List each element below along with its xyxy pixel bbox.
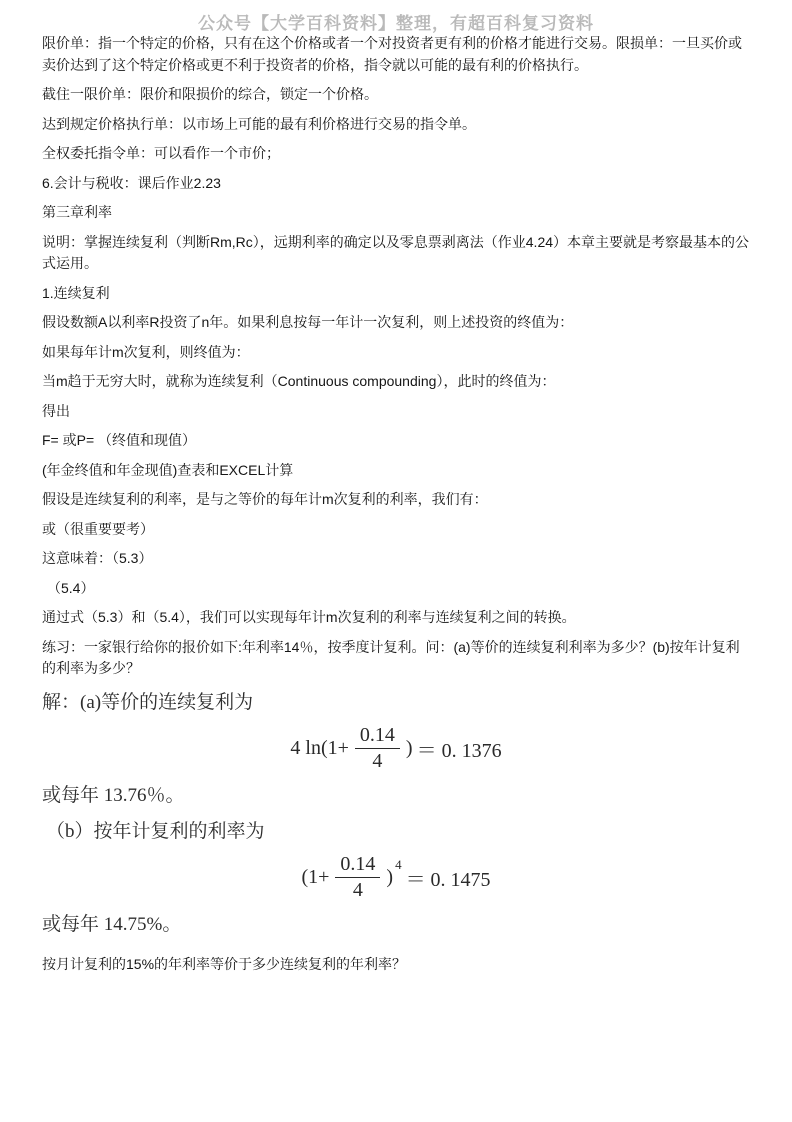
paragraph: 假设数额A以利率R投资了n年。如果利息按每一年计一次复利，则上述投资的终值为： (42, 314, 574, 330)
formula-exponent: 4 (395, 856, 402, 872)
paragraph: 截住一限价单：限价和限损价的综合，锁定一个价格。 (42, 86, 378, 102)
paragraph: (年金终值和年金现值)查表和EXCEL计算 (42, 461, 294, 478)
paragraph: 说明：掌握连续复利（判断Rm,Rc），远期利率的确定以及零息票剥离法（作业4.24）本章主要就是考察最基本的公式运用。 (42, 233, 750, 271)
formula-close-paren: ) (386, 865, 394, 888)
paragraph: 限价单：指一个特定的价格，只有在这个价格或者一个对投资者更有利的价格才能进行交易。限损单：一旦买价或卖价达到了这个特定价格或更不利于投资者的价格，指令就以可能的最有利的价格执行。 (42, 35, 742, 73)
final-question: 按月计复利的15%的年利率等价于多少连续复利的年利率？ (42, 955, 407, 972)
paragraph: 得出 (42, 402, 70, 419)
paragraph: 或（很重要要考） (42, 520, 154, 537)
formula-continuous-rate (42, 724, 750, 773)
paragraph: 这意味着：（5.3） (42, 550, 153, 566)
paragraph: 全权委托指令单：可以看作一个市价； (42, 145, 280, 161)
paragraph: F= 或P= （终值和现值） (42, 432, 197, 448)
solution-block (42, 690, 750, 938)
fraction-denominator: 4 (372, 749, 383, 772)
exercise-paragraph: 练习：一家银行给你的报价如下:年利率14％，按季度计复利。问：(a)等价的连续复利利率为多少？(b)按年计复利的利率为多少？ (42, 638, 740, 676)
solution-step-b-result: 或每年 14.75%。 (42, 913, 182, 935)
paragraph: 通过式（5.3）和（5.4），我们可以实现每年计m次复利的利率与连续复利之间的转换。 (42, 609, 576, 625)
paragraph: （5.4） (47, 579, 95, 596)
formula-close-paren: ) (405, 736, 413, 759)
paragraph: 当m趋于无穷大时，就称为连续复利（Continuous compounding），此时的终值为： (42, 373, 556, 389)
fraction (355, 724, 400, 773)
solution-step-b-label: （b）按年计复利的利率为 (46, 820, 265, 842)
formula-open: 4 ln(1+ (290, 736, 349, 759)
section-heading: 第三章利率 (42, 204, 112, 220)
paragraph: 假设是连续复利的利率，是与之等价的每年计m次复利的利率，我们有： (42, 491, 488, 507)
watermark-header: 公众号【大学百科资料】整理，有超百科复习资料 (198, 14, 594, 33)
fraction-numerator: 0.14 (355, 724, 400, 749)
fraction-denominator: 4 (352, 878, 363, 901)
paragraph: 如果每年计m次复利，则终值为： (42, 343, 250, 360)
paragraph: 6.会计与税收：课后作业2.23 (42, 174, 221, 191)
formula-open: (1+ (301, 865, 330, 888)
solution-step-a-label: 解：(a)等价的连续复利为 (42, 691, 254, 713)
solution-step-a-result: 或每年 13.76％。 (42, 784, 185, 806)
paragraph: 达到规定价格执行单：以市场上可能的最有利价格进行交易的指令单。 (42, 115, 476, 132)
fraction (335, 853, 380, 902)
formula-result: ＝ 0. 1376 (416, 739, 502, 762)
subsection-heading: 1.连续复利 (42, 284, 110, 301)
formula-annual-rate (42, 853, 750, 902)
fraction-numerator: 0.14 (335, 853, 380, 878)
document-body (42, 33, 750, 975)
formula-result: ＝ 0. 1475 (405, 868, 491, 891)
